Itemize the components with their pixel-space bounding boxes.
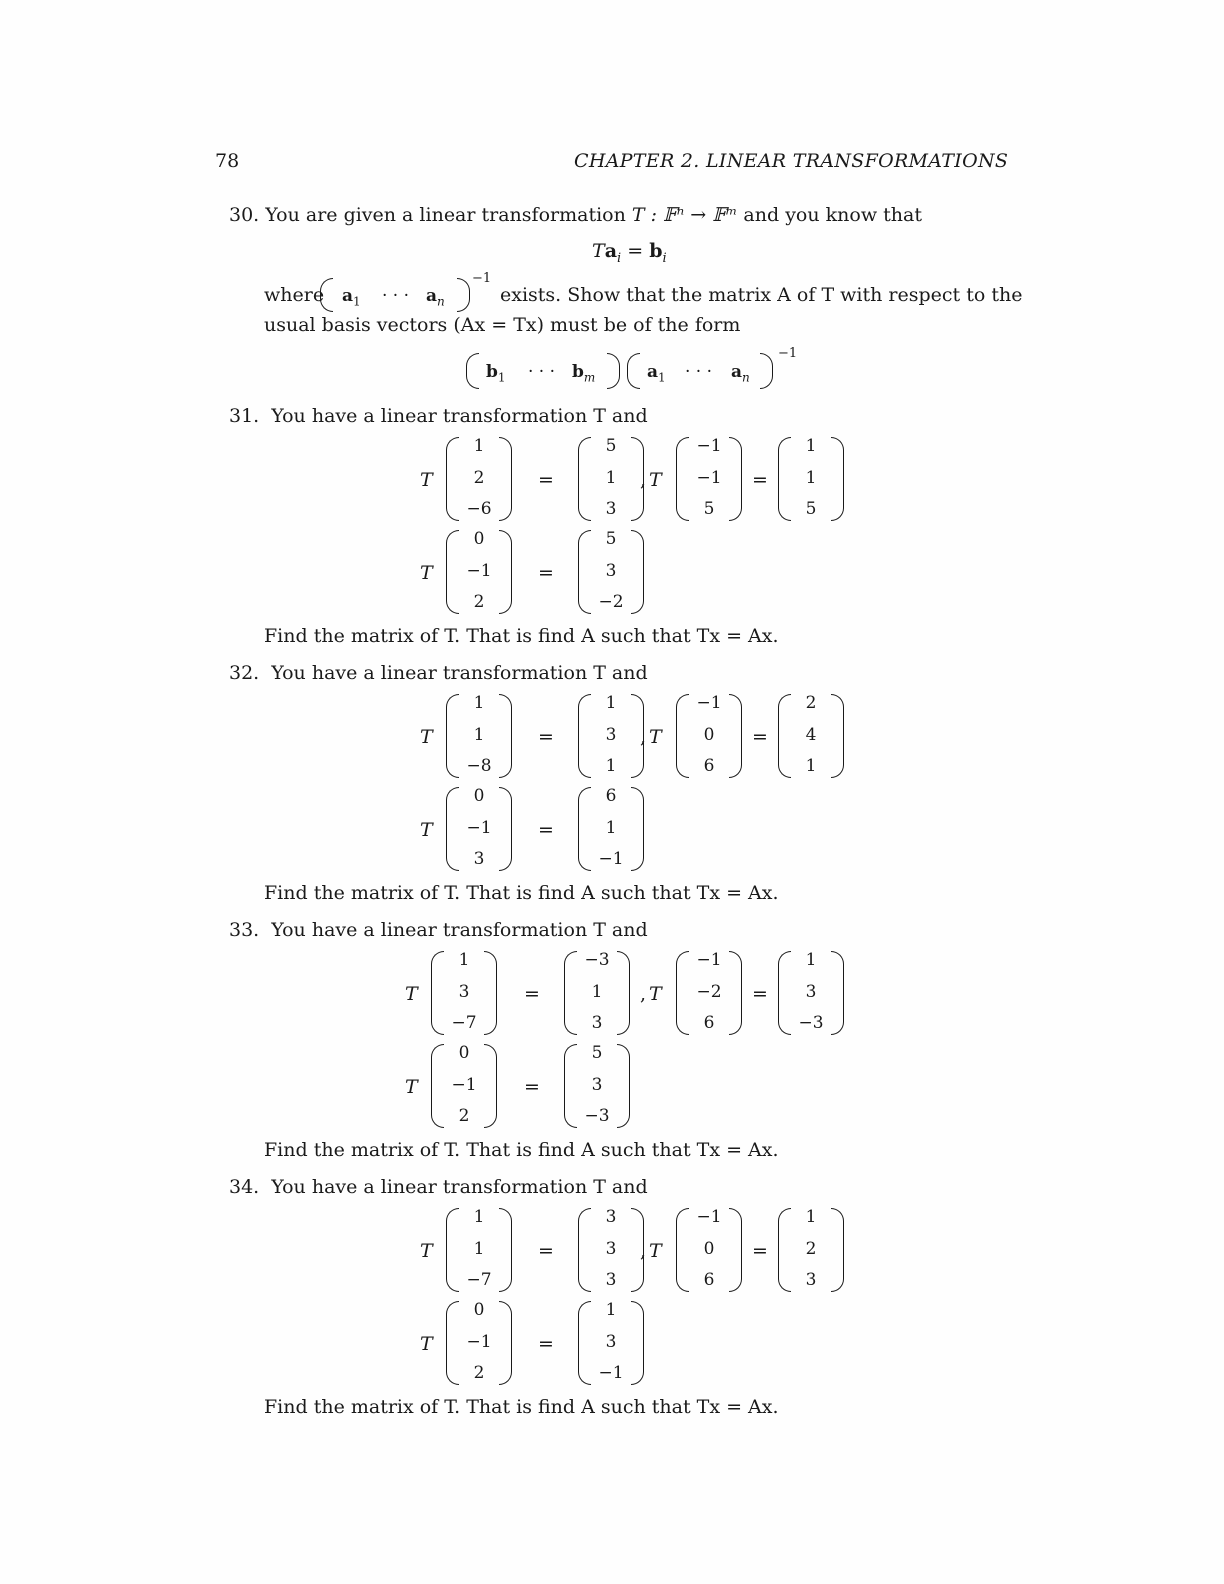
equals-sign: = (752, 983, 768, 1005)
column-vector (564, 1044, 630, 1128)
vector-entry: 0 (473, 1300, 485, 1320)
vector-entry: 1 (605, 817, 617, 838)
row-matrix-a: $a_1$ · · · $a_n$ (320, 278, 470, 312)
equals-sign: = (538, 469, 554, 491)
vector-entry: 1 (473, 1238, 485, 1259)
vector-entry: −6 (466, 499, 492, 519)
column-vector (778, 437, 844, 521)
vector-entry: −1 (696, 693, 722, 713)
comma: , (640, 983, 647, 1005)
find-matrix-instruction: Find the matrix of T. That is find A such that Tx = Ax. (264, 625, 779, 647)
T-symbol: T (420, 726, 433, 748)
vector-entry: 0 (703, 724, 715, 745)
vector-entries (588, 531, 634, 611)
T-symbol: T (405, 1076, 418, 1098)
vector-entry: 4 (805, 724, 817, 745)
vector-entry: −2 (598, 592, 624, 612)
problem-30-line2: where (264, 284, 325, 306)
vector-entry: 3 (805, 981, 817, 1002)
problem-30-line2b: exists. Show that the matrix A of T with respect to the (500, 284, 1023, 306)
T-symbol: T (420, 819, 433, 841)
vector-entry: 6 (703, 1270, 715, 1290)
vector-entry: −3 (584, 950, 610, 970)
vector-entry: 5 (805, 499, 817, 519)
column-vector (564, 951, 630, 1035)
problem-heading (229, 664, 648, 683)
column-vector (446, 530, 512, 614)
vector-entry: 3 (605, 724, 617, 745)
problem-text: You have a linear transformation T and (271, 1176, 648, 1198)
equals-sign: = (752, 726, 768, 748)
vector-entry: −1 (451, 1074, 477, 1095)
row-matrix-b: $b_1$ · · · $b_m$ (466, 353, 620, 389)
problem-text: You have a linear transformation T and (271, 919, 648, 941)
vector-entry: 3 (605, 1238, 617, 1259)
vector-entry: 3 (605, 1207, 617, 1227)
column-vector (578, 436, 647, 521)
vector-entry: 3 (591, 1074, 603, 1095)
comma: , (640, 469, 647, 491)
vector-entry: 3 (473, 849, 485, 869)
vector-entries (588, 1302, 634, 1382)
vector-entry: 6 (703, 1013, 715, 1033)
column-vector (446, 437, 512, 521)
equals-sign: = (538, 562, 554, 584)
vector-entry: 1 (473, 1207, 485, 1227)
vector-entry: −1 (466, 1331, 492, 1352)
vector-entries (441, 1045, 487, 1125)
vector-entry: 1 (805, 436, 817, 456)
vector-entry: 3 (605, 560, 617, 581)
T-symbol: T (649, 1240, 662, 1262)
vector-entries (456, 695, 502, 775)
problem-number: 34. (229, 1176, 260, 1198)
equation-tai-bi: $Ta_i = b_i$ (592, 240, 667, 266)
vector-entry: 0 (703, 1238, 715, 1259)
column-vector (676, 437, 742, 521)
vector-entry: −1 (696, 950, 722, 970)
column-vector (676, 694, 742, 778)
vector-entry: 2 (458, 1106, 470, 1126)
column-vector (578, 530, 644, 614)
equals-sign: = (538, 1240, 554, 1262)
vector-entry: 1 (473, 436, 485, 456)
problem-text: You have a linear transformation T and (271, 405, 648, 427)
column-vector (578, 787, 644, 871)
comma: , (640, 726, 647, 748)
problem-number: 30. (229, 204, 260, 226)
math-map: T : 𝔽ⁿ → 𝔽ᵐ (631, 204, 738, 226)
equals-sign: = (752, 469, 768, 491)
vector-entry: −1 (696, 436, 722, 456)
vector-entry: −1 (598, 1363, 624, 1383)
problem-text: You are given a linear transformation (265, 204, 626, 226)
equals-sign: = (752, 1240, 768, 1262)
inverse-exponent: −1 (778, 346, 798, 361)
vector-entries (788, 1209, 834, 1289)
vector-entry: −1 (466, 560, 492, 581)
vector-entry: 1 (473, 693, 485, 713)
vector-entry: 6 (703, 756, 715, 776)
column-vector (676, 951, 742, 1035)
vector-entry: −7 (466, 1270, 492, 1290)
vector-entry: 1 (805, 756, 817, 776)
vector-entries (686, 1209, 732, 1289)
equals-sign: = (538, 1333, 554, 1355)
vector-entry: 2 (473, 1363, 485, 1383)
vector-entry: 3 (591, 1013, 603, 1033)
comma: , (640, 1240, 647, 1262)
vector-entry: −3 (798, 1013, 824, 1033)
column-vector (446, 1301, 512, 1385)
column-vector (446, 694, 512, 778)
vector-entries (686, 952, 732, 1032)
vector-entry: 1 (605, 693, 617, 713)
vector-entries (441, 952, 487, 1032)
vector-entry: 1 (605, 756, 617, 776)
column-vector (431, 951, 497, 1035)
problem-30 (229, 206, 922, 225)
vector-entry: 1 (605, 1300, 617, 1320)
vector-entry: 3 (605, 1270, 617, 1290)
equals-sign: = (538, 819, 554, 841)
vector-entry: 2 (473, 467, 485, 488)
vector-entry: 2 (805, 693, 817, 713)
T-symbol: T (405, 983, 418, 1005)
column-vector (431, 1044, 497, 1128)
T-symbol: T (420, 1333, 433, 1355)
vector-entry: 0 (473, 529, 485, 549)
vector-entry: 1 (591, 981, 603, 1002)
problem-text: You have a linear transformation T and (271, 662, 648, 684)
T-symbol: T (649, 983, 662, 1005)
column-vector (446, 1208, 512, 1292)
column-vector (578, 1301, 644, 1385)
equals-sign: = (524, 983, 540, 1005)
vector-entry: 1 (805, 467, 817, 488)
row-matrix-a-2: $a_1$ · · · $a_n$ (627, 353, 773, 389)
vector-entries (686, 695, 732, 775)
vector-entry: −7 (451, 1013, 477, 1033)
vector-entry: 1 (805, 1207, 817, 1227)
vector-entries (788, 438, 834, 518)
vector-entries (574, 952, 620, 1032)
vector-entry: 1 (473, 724, 485, 745)
vector-entries (456, 1302, 502, 1382)
column-vector (446, 787, 512, 871)
vector-entries (588, 438, 634, 518)
vector-entries (686, 438, 732, 518)
vector-entry: 0 (473, 786, 485, 806)
vector-entries (588, 788, 634, 868)
vector-entry: −3 (584, 1106, 610, 1126)
vector-entry: 3 (605, 1331, 617, 1352)
vector-entry: −8 (466, 756, 492, 776)
chapter-heading: CHAPTER 2. LINEAR TRANSFORMATIONS (574, 150, 1009, 172)
vector-entry: 3 (605, 499, 617, 519)
vector-entry: −2 (696, 981, 722, 1002)
T-symbol: T (649, 469, 662, 491)
vector-entry: 5 (703, 499, 715, 519)
vector-entry: −1 (466, 817, 492, 838)
problem-30-line3: usual basis vectors (Ax = Tx) must be of the form (264, 314, 741, 336)
vector-entry: 1 (458, 950, 470, 970)
T-symbol: T (420, 562, 433, 584)
vector-entry: 5 (605, 529, 617, 549)
column-vector (778, 1208, 844, 1292)
vector-entries (588, 695, 634, 775)
problem-number: 32. (229, 662, 260, 684)
problem-number: 33. (229, 919, 260, 941)
find-matrix-instruction: Find the matrix of T. That is find A such that Tx = Ax. (264, 1396, 779, 1418)
problem-heading (229, 921, 648, 940)
find-matrix-instruction: Find the matrix of T. That is find A such that Tx = Ax. (264, 882, 779, 904)
vector-entries (574, 1045, 620, 1125)
vector-entry: 6 (605, 786, 617, 806)
problem-number: 31. (229, 405, 260, 427)
problem-text: and you know that (743, 204, 922, 226)
vector-entry: −1 (696, 1207, 722, 1227)
vector-entry: 2 (473, 592, 485, 612)
vector-entry: 3 (458, 981, 470, 1002)
vector-entries (456, 1209, 502, 1289)
page-number: 78 (215, 150, 240, 172)
inverse-exponent: −1 (472, 271, 492, 286)
problem-heading (229, 1178, 648, 1197)
column-vector (676, 1208, 742, 1292)
vector-entry: −1 (696, 467, 722, 488)
T-symbol: T (649, 726, 662, 748)
vector-entry: 1 (605, 467, 617, 488)
vector-entries (588, 1209, 634, 1289)
problem-heading (229, 407, 648, 426)
vector-entry: −1 (598, 849, 624, 869)
equals-sign: = (524, 1076, 540, 1098)
column-vector (778, 694, 844, 778)
vector-entries (788, 952, 834, 1032)
vector-entry: 5 (605, 436, 617, 456)
vector-entries (456, 531, 502, 611)
vector-entries (456, 788, 502, 868)
column-vector (778, 951, 844, 1035)
vector-entry: 2 (805, 1238, 817, 1259)
vector-entries (456, 438, 502, 518)
vector-entry: 1 (805, 950, 817, 970)
vector-entry: 0 (458, 1043, 470, 1063)
equals-sign: = (538, 726, 554, 748)
T-symbol: T (420, 469, 433, 491)
T-symbol: T (420, 1240, 433, 1262)
vector-entry: 3 (805, 1270, 817, 1290)
vector-entry: 5 (591, 1043, 603, 1063)
vector-entries (788, 695, 834, 775)
column-vector (578, 1207, 647, 1292)
column-vector (578, 693, 647, 778)
find-matrix-instruction: Find the matrix of T. That is find A such that Tx = Ax. (264, 1139, 779, 1161)
